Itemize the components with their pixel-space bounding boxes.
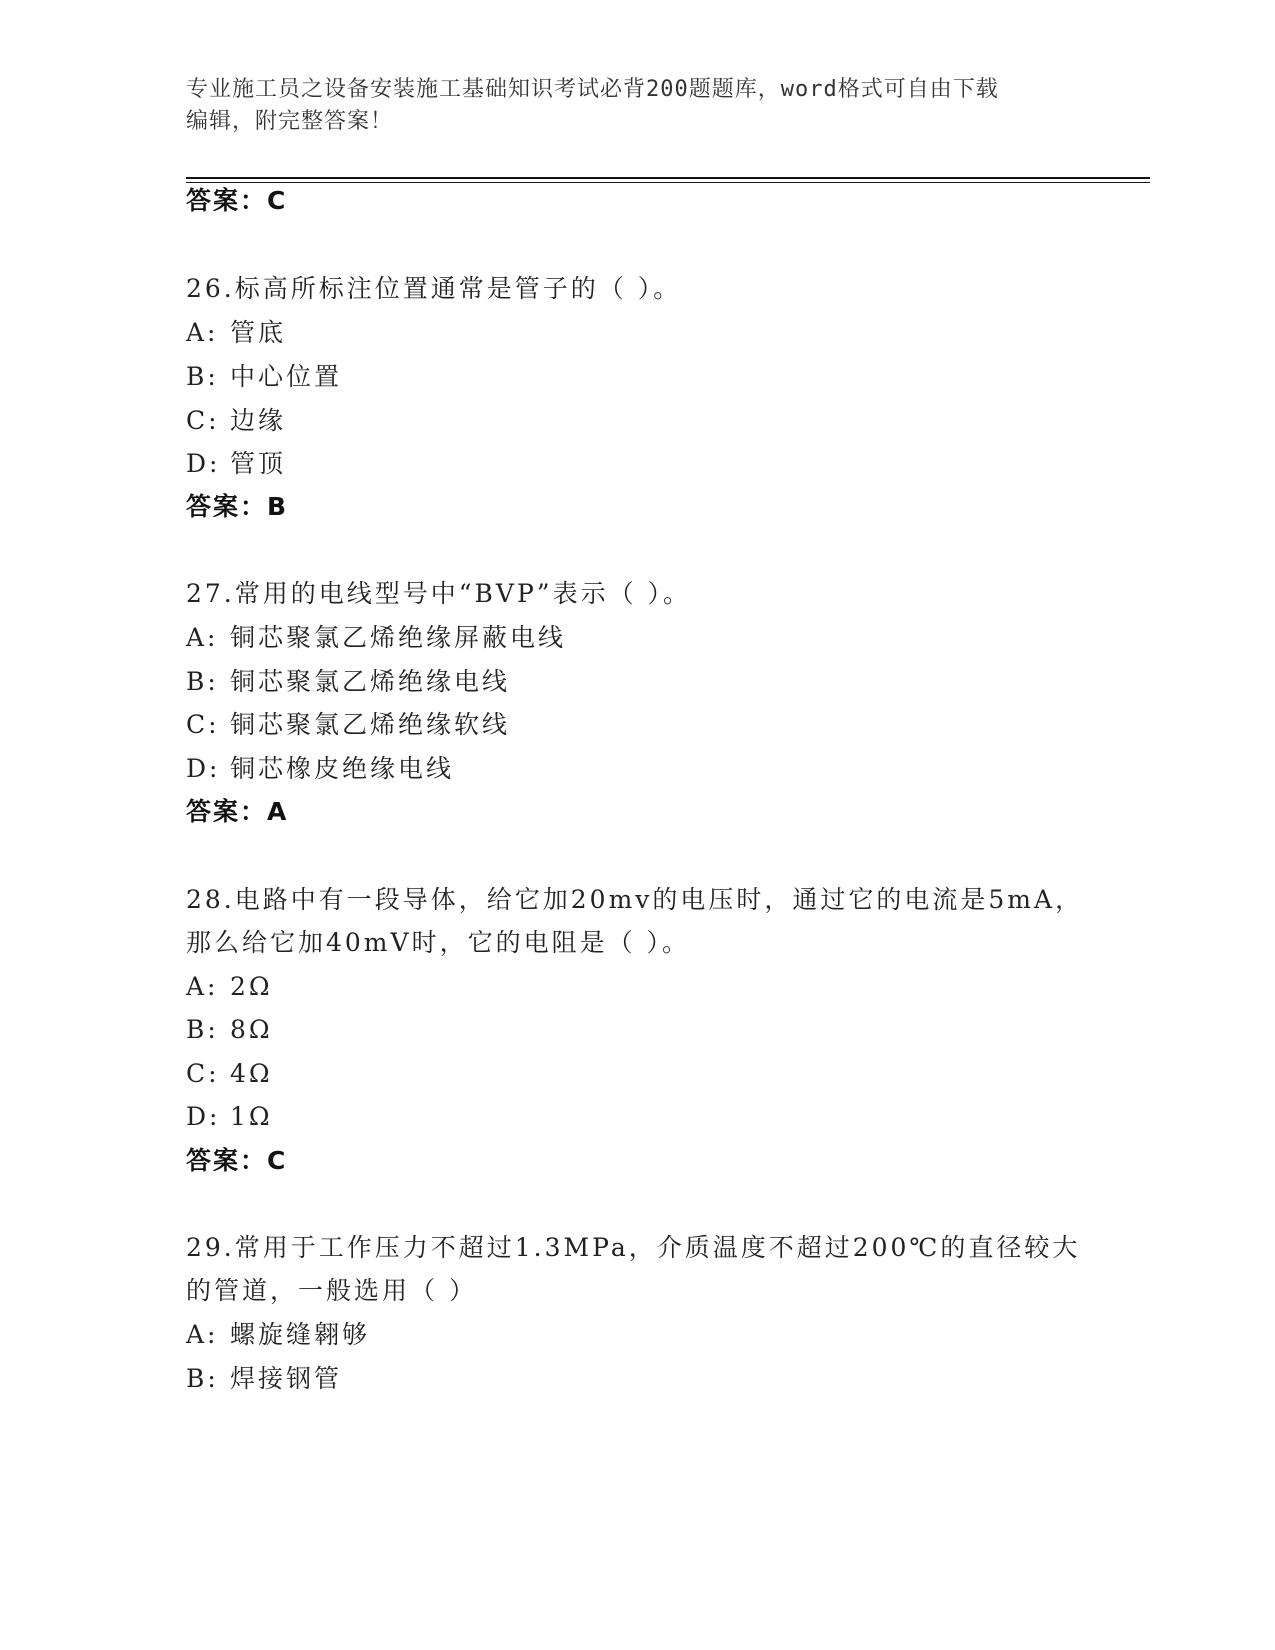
option-key: B: (186, 362, 219, 391)
question-28-option-c (186, 1057, 273, 1091)
previous-answer: 答案：C (186, 186, 288, 215)
option-key: C: (186, 406, 220, 435)
option-text: 中心位置 (230, 362, 343, 391)
option-key: A: (186, 1320, 219, 1349)
option-key: A: (186, 623, 219, 652)
question-29-stem-line-2: 的管道，一般选用（ ） (186, 1276, 477, 1305)
option-key: D: (186, 754, 221, 783)
option-text: 铜芯聚氯乙烯绝缘屏蔽电线 (230, 623, 567, 652)
question-29-option-a (186, 1318, 370, 1352)
question-26-option-d (186, 447, 286, 481)
header-divider-thin (186, 182, 1150, 183)
question-28-option-d (186, 1100, 273, 1134)
option-text: 焊接钢管 (230, 1364, 343, 1393)
option-text: 管底 (230, 318, 287, 347)
option-key: C: (186, 710, 220, 739)
question-27-stem: 27.常用的电线型号中“BVP”表示（ ）。 (186, 579, 692, 608)
question-28-stem-line-1: 28.电路中有一段导体，给它加20mv的电压时，通过它的电流是5mA， (186, 885, 1084, 914)
option-text: 1Ω (230, 1102, 273, 1131)
question-26-option-b (186, 360, 342, 394)
question-26-option-c (186, 404, 286, 438)
question-28-stem-line-2: 那么给它加40mV时，它的电阻是（ ）。 (186, 928, 691, 957)
option-text: 管顶 (230, 449, 287, 478)
question-28-option-a (186, 970, 273, 1004)
option-key: A: (186, 972, 219, 1001)
question-26-option-a (186, 316, 286, 350)
question-27-option-d (186, 752, 454, 786)
option-key: D: (186, 1102, 221, 1131)
question-27-option-b (186, 665, 510, 699)
option-key: B: (186, 667, 219, 696)
question-26-answer: 答案：B (186, 492, 289, 521)
header-line-2: 编辑，附完整答案！ (186, 109, 394, 134)
option-key: B: (186, 1015, 219, 1044)
option-text: 铜芯橡皮绝缘电线 (230, 754, 455, 783)
option-text: 8Ω (230, 1015, 273, 1044)
option-text: 铜芯聚氯乙烯绝缘软线 (230, 710, 511, 739)
option-text: 边缘 (230, 406, 287, 435)
question-29-option-b (186, 1362, 342, 1396)
option-key: B: (186, 1364, 219, 1393)
question-27-option-c (186, 708, 510, 742)
option-text: 4Ω (230, 1059, 273, 1088)
question-29-stem-line-1: 29.常用于工作压力不超过1.3MPa，介质温度不超过200℃的直径较大 (186, 1233, 1081, 1262)
document-header (186, 74, 1066, 138)
option-text: 铜芯聚氯乙烯绝缘电线 (230, 667, 511, 696)
option-key: D: (186, 449, 221, 478)
question-27-option-a (186, 621, 566, 655)
option-key: A: (186, 318, 219, 347)
question-26-stem: 26.标高所标注位置通常是管子的（ ）。 (186, 274, 682, 303)
header-line-1: 专业施工员之设备安装施工基础知识考试必背200题题库，word格式可自由下载 (186, 77, 999, 102)
header-divider-thick (186, 177, 1150, 179)
question-28-option-b (186, 1013, 273, 1047)
option-text: 2Ω (230, 972, 273, 1001)
option-text: 螺旋缝翱够 (230, 1320, 371, 1349)
question-27-answer: 答案：A (186, 797, 289, 826)
option-key: C: (186, 1059, 220, 1088)
question-28-answer: 答案：C (186, 1146, 288, 1175)
